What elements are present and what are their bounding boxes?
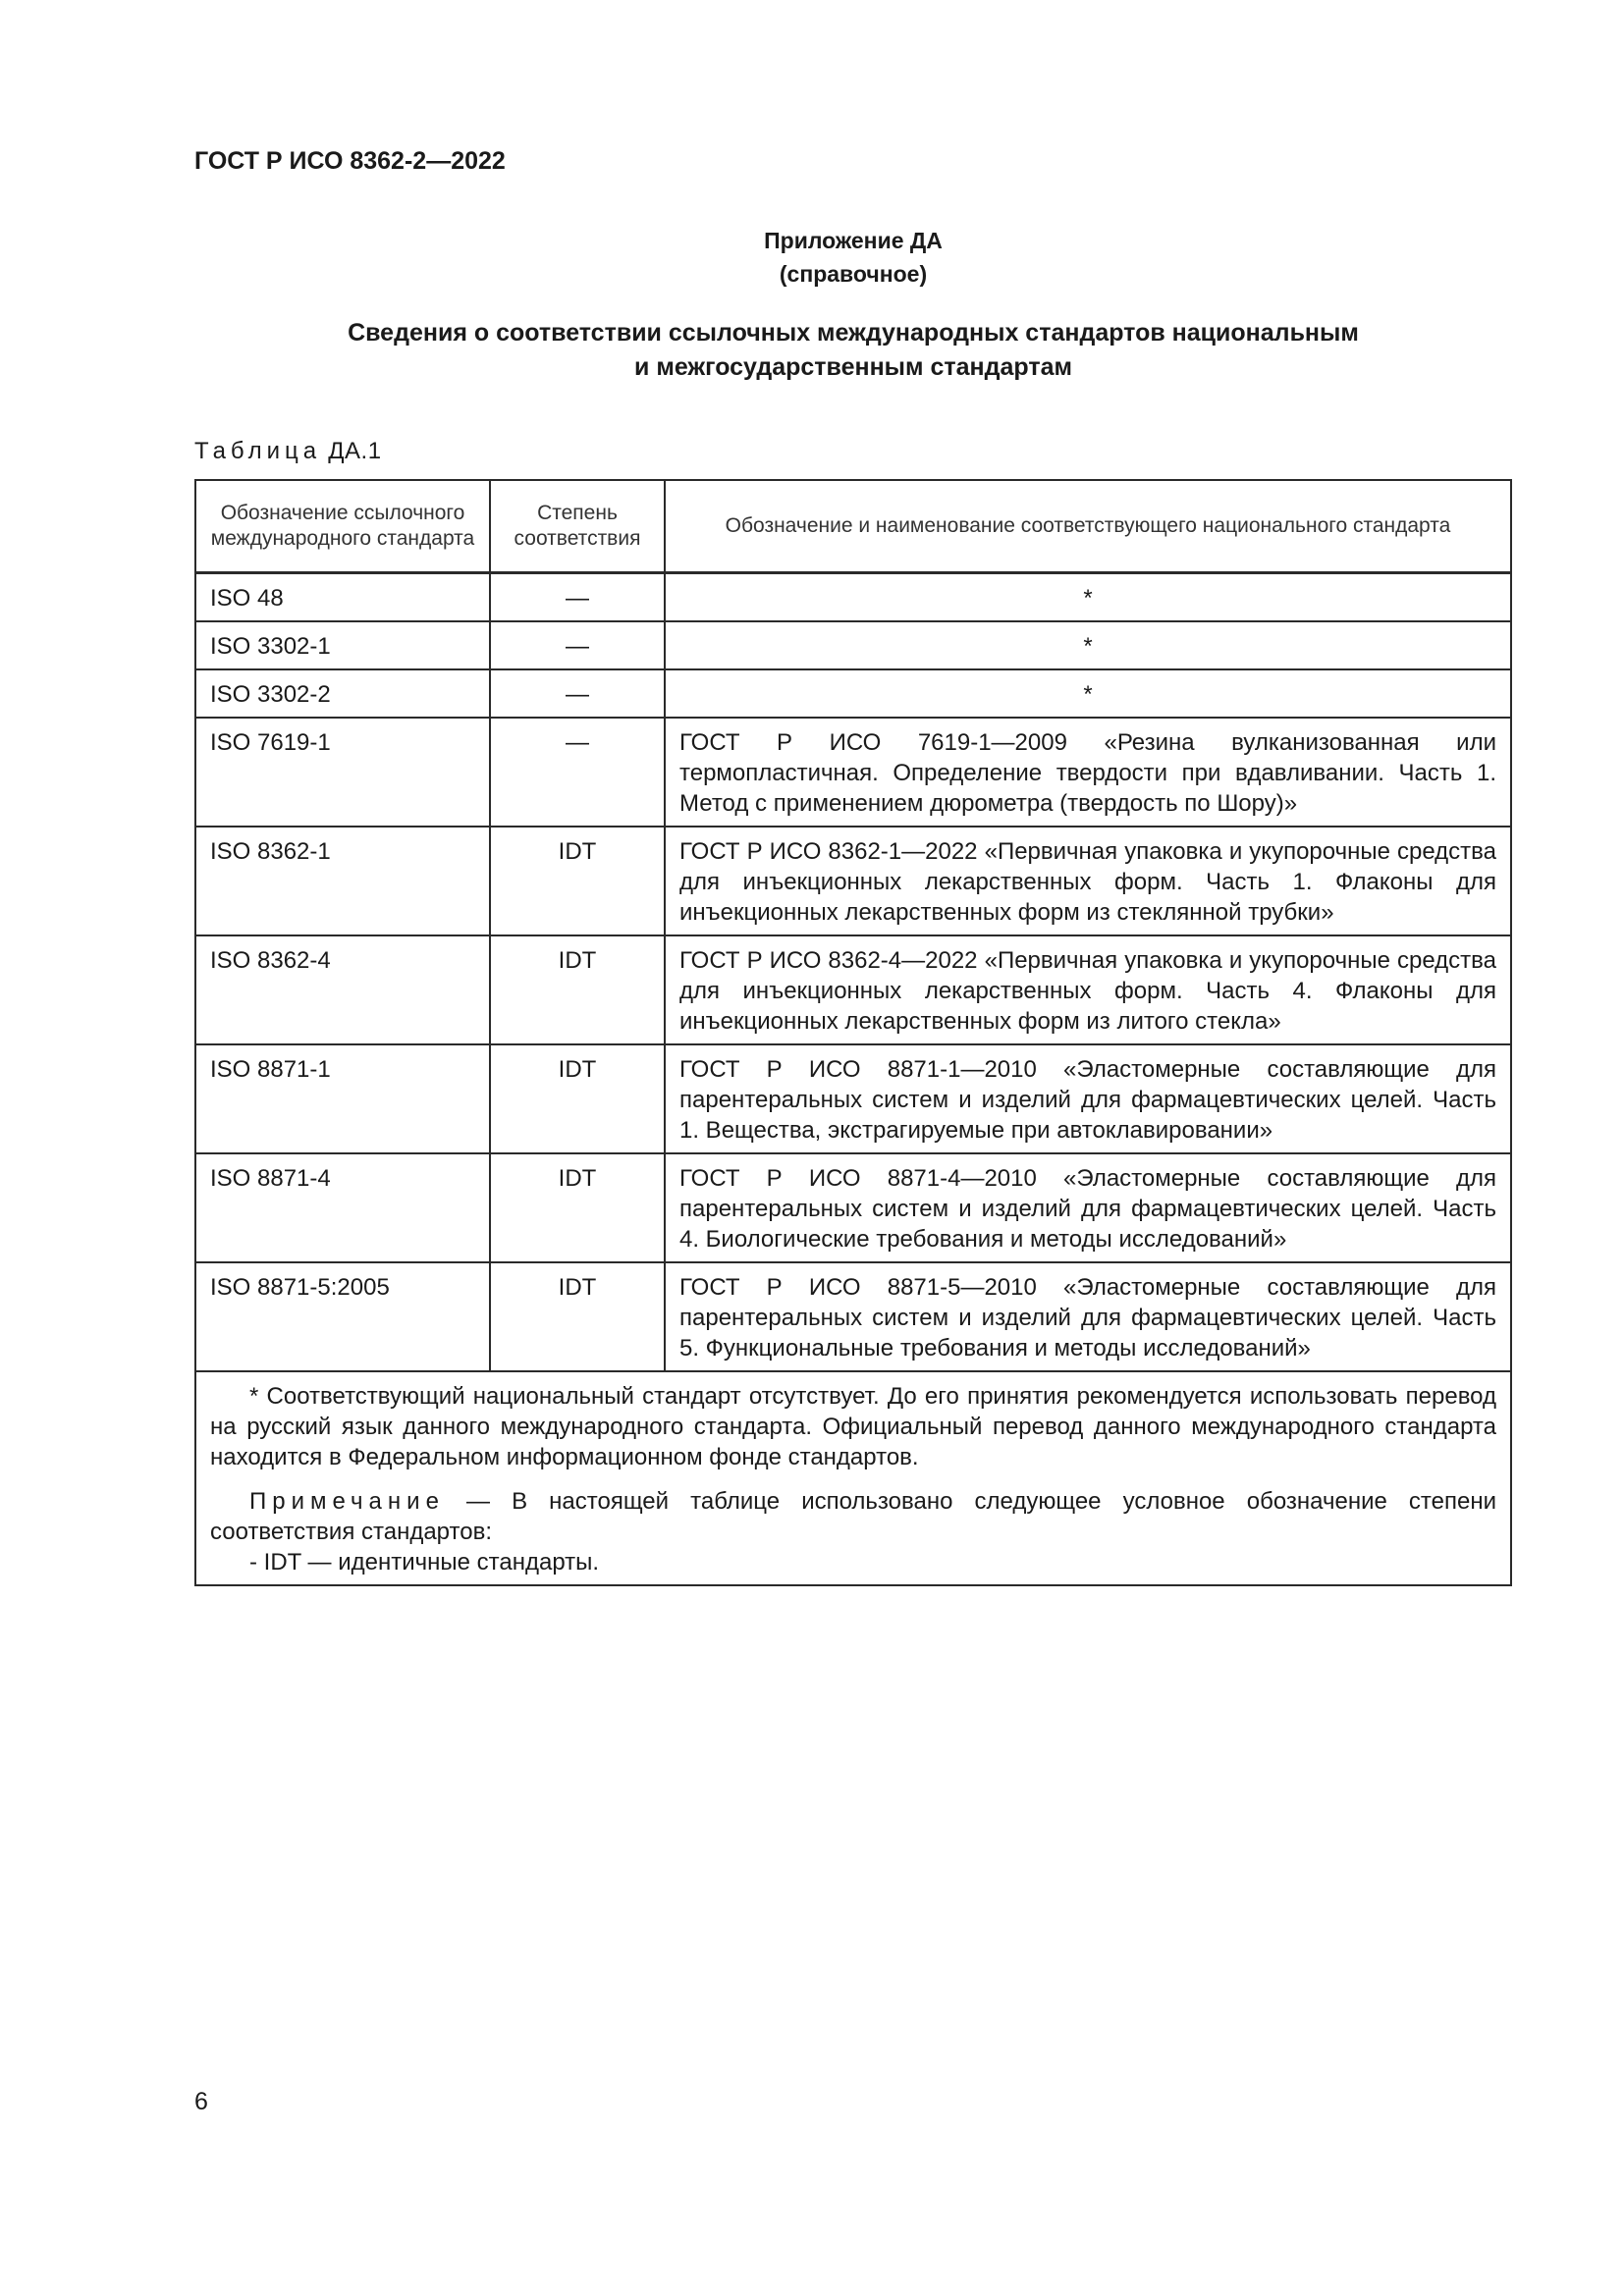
correspondence-table [194,479,1512,1586]
table-row [195,1262,1511,1371]
intl-standard-cell: ISO 3302-1 [195,621,490,669]
table-row [195,1153,1511,1262]
intl-standard-cell: ISO 8362-1 [195,827,490,935]
degree-cell: IDT [490,935,665,1044]
intl-standard-cell: ISO 48 [195,573,490,622]
annex-label: Приложение ДА [764,228,943,253]
intl-standard-cell: ISO 8871-4 [195,1153,490,1262]
degree-cell: — [490,621,665,669]
degree-cell: — [490,669,665,718]
column-header-intl: Обозначение ссылочного международного стандарта [195,480,490,573]
intl-standard-cell: ISO 8362-4 [195,935,490,1044]
degree-cell: — [490,718,665,827]
table-footnote: * Соответствующий национальный стандарт отсутствует. До его принятия рекомендуется использовать перевод на русский язык данного международного стандарта. Официальный перевод данного международного стандарта находится в Федеральном информационном фонде стандартов. [210,1383,1496,1470]
annex-heading-line-1: Сведения о соответствии ссылочных международных стандартов национальным [348,319,1359,347]
degree-cell: IDT [490,827,665,935]
national-standard-cell: ГОСТ Р ИСО 8362-4—2022 «Первичная упаковка и укупорочные средства для инъекционных лекарственных форм. Часть 4. Флаконы для инъекционных лекарственных форм из литого стекла» [665,935,1511,1044]
degree-cell: IDT [490,1153,665,1262]
table-row [195,573,1511,622]
degree-cell: IDT [490,1262,665,1371]
note-list-item: - IDT — идентичные стандарты. [249,1549,600,1575]
column-header-national: Обозначение и наименование соответствующего национального стандарта [665,480,1511,573]
national-standard-cell: * [665,669,1511,718]
national-standard-cell: * [665,621,1511,669]
note-label: Примечание [249,1488,445,1515]
document-code: ГОСТ Р ИСО 8362-2—2022 [194,147,506,175]
national-standard-cell: * [665,573,1511,622]
degree-cell: — [490,573,665,622]
table-caption-number: ДА.1 [328,438,382,464]
table-row [195,827,1511,935]
table-footnote-cell [195,1371,1511,1585]
table-row [195,935,1511,1044]
national-standard-cell: ГОСТ Р ИСО 7619-1—2009 «Резина вулканизованная или термопластичная. Определение твердости при вдавливании. Часть 1. Метод с применением дюрометра (твердость по Шору)» [665,718,1511,827]
table-row [195,669,1511,718]
table-header-row [195,480,1511,573]
column-header-degree: Степень соответствия [490,480,665,573]
annex-heading [194,316,1512,385]
national-standard-cell: ГОСТ Р ИСО 8871-5—2010 «Эластомерные составляющие для парентеральных систем и изделий для фармацевтических целей. Часть 5. Функциональные требования и методы исследований» [665,1262,1511,1371]
table-row [195,621,1511,669]
table-caption-word: Таблица [194,438,322,464]
national-standard-cell: ГОСТ Р ИСО 8871-1—2010 «Эластомерные составляющие для парентеральных систем и изделий для фармацевтических целей. Часть 1. Вещества, экстрагируемые при автоклавировании» [665,1044,1511,1153]
intl-standard-cell: ISO 3302-2 [195,669,490,718]
table-note [210,1486,1496,1547]
intl-standard-cell: ISO 8871-5:2005 [195,1262,490,1371]
annex-heading-line-2: и межгосударственным стандартам [634,353,1072,381]
table-row [195,1044,1511,1153]
intl-standard-cell: ISO 8871-1 [195,1044,490,1153]
national-standard-cell: ГОСТ Р ИСО 8871-4—2010 «Эластомерные составляющие для парентеральных систем и изделий для фармацевтических целей. Часть 4. Биологические требования и методы исследований» [665,1153,1511,1262]
note-text: — В настоящей таблице использовано следующее условное обозначение степени соответствия стандартов: [210,1488,1496,1545]
table-caption [194,438,382,465]
degree-cell: IDT [490,1044,665,1153]
page-number: 6 [194,2088,208,2115]
intl-standard-cell: ISO 7619-1 [195,718,490,827]
annex-title [194,224,1512,291]
annex-type: (справочное) [779,261,928,287]
table-row [195,718,1511,827]
national-standard-cell: ГОСТ Р ИСО 8362-1—2022 «Первичная упаковка и укупорочные средства для инъекционных лекарственных форм. Часть 1. Флаконы для инъекционных лекарственных форм из стеклянной трубки» [665,827,1511,935]
table-footnote-row [195,1371,1511,1585]
